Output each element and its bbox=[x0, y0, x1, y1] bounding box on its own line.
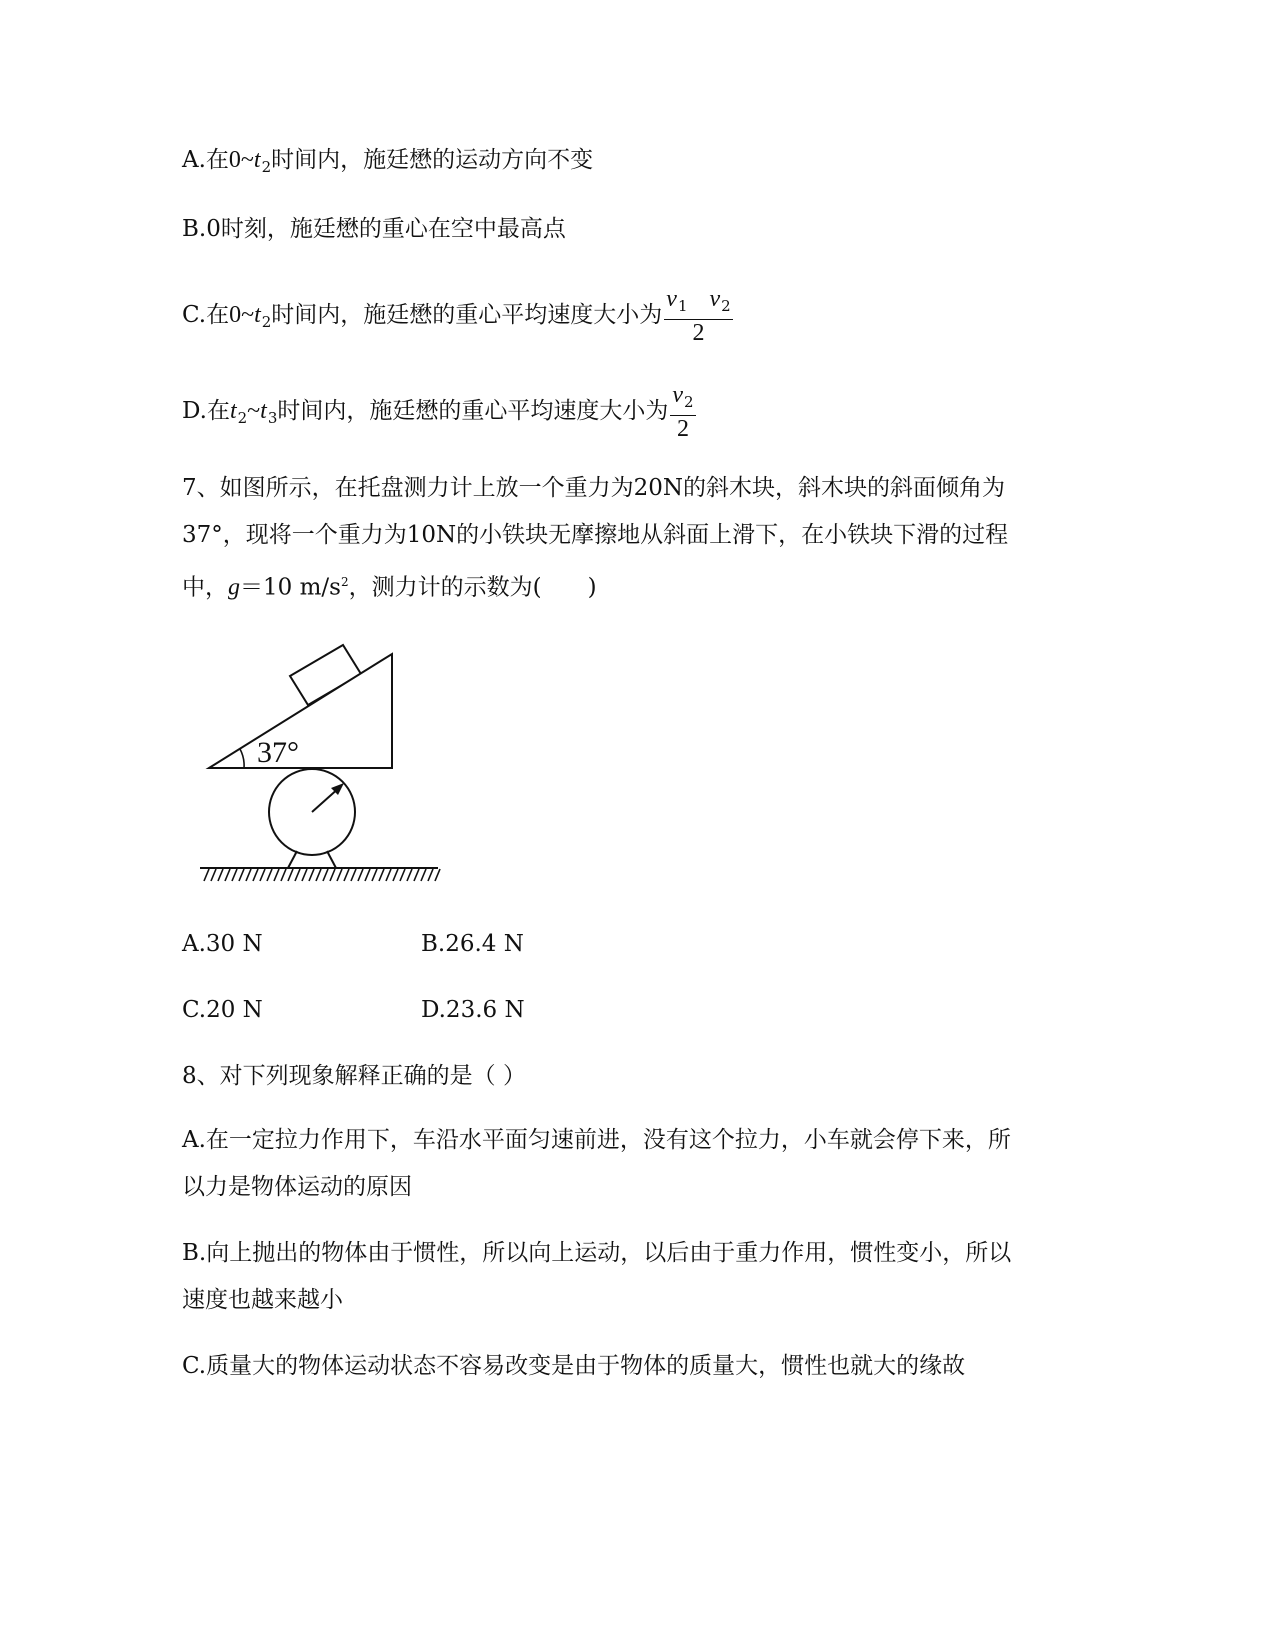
q8-option-a-line-1: A.在一定拉力作用下，车沿水平面匀速前进，没有这个拉力，小车就会停下来，所 bbox=[182, 1127, 1011, 1153]
q6-option-c: C.在$0\sim t_2$时间内，施廷懋的重心平均速度大小为 $\frac{v_1 v_2}{2}$ bbox=[182, 286, 731, 346]
q7-stem-line-2: 37°，现将一个重力为10N的小铁块无摩擦地从斜面上滑下，在小铁块下滑的过程 bbox=[182, 522, 1009, 548]
ground-hatching bbox=[204, 869, 440, 881]
q6-c-fraction: $\frac{v_1 v_2}{2}$ bbox=[666, 286, 731, 346]
q7-option-d: D.23.6 N bbox=[421, 997, 525, 1023]
q8-option-a-line-2: 以力是物体运动的原因 bbox=[182, 1174, 412, 1200]
q6-option-a: A.在$0\sim t_2$时间内，施廷懋的运动方向不变 bbox=[182, 147, 594, 176]
angle-label: 37° bbox=[257, 736, 299, 769]
q6-d-fraction: $\frac{v_2}{2}$ bbox=[672, 382, 694, 442]
q8-option-c: C.质量大的物体运动状态不容易改变是由于物体的质量大，惯性也就大的缘故 bbox=[182, 1353, 966, 1379]
q7-option-a: A.30 N bbox=[182, 931, 263, 957]
q7-stem-line-3: 中，g＝10 $m/s^2$，测力计的示数为( ) bbox=[182, 574, 597, 601]
scale-leg-left bbox=[288, 851, 297, 868]
scale-leg-right bbox=[327, 851, 336, 868]
q6-option-d: D.在$t_2\sim t_3$时间内，施廷懋的重心平均速度大小为 $\frac{v_2}{2}$ bbox=[182, 382, 694, 442]
q6-option-b: B.0时刻，施廷懋的重心在空中最高点 bbox=[182, 216, 566, 242]
q7-option-c: C.20 N bbox=[182, 997, 263, 1023]
q8-option-b-line-2: 速度也越来越小 bbox=[182, 1287, 343, 1313]
q7-stem-line-1: 7、如图所示，在托盘测力计上放一个重力为20N的斜木块，斜木块的斜面倾角为 bbox=[182, 475, 1006, 501]
q7-option-b: B.26.4 N bbox=[421, 931, 524, 957]
q8-option-b-line-1: B.向上抛出的物体由于惯性，所以向上运动，以后由于重力作用，惯性变小，所以 bbox=[182, 1240, 1012, 1266]
q8-stem: 8、对下列现象解释正确的是（ ） bbox=[182, 1063, 526, 1089]
incline-scale-figure bbox=[200, 640, 450, 890]
